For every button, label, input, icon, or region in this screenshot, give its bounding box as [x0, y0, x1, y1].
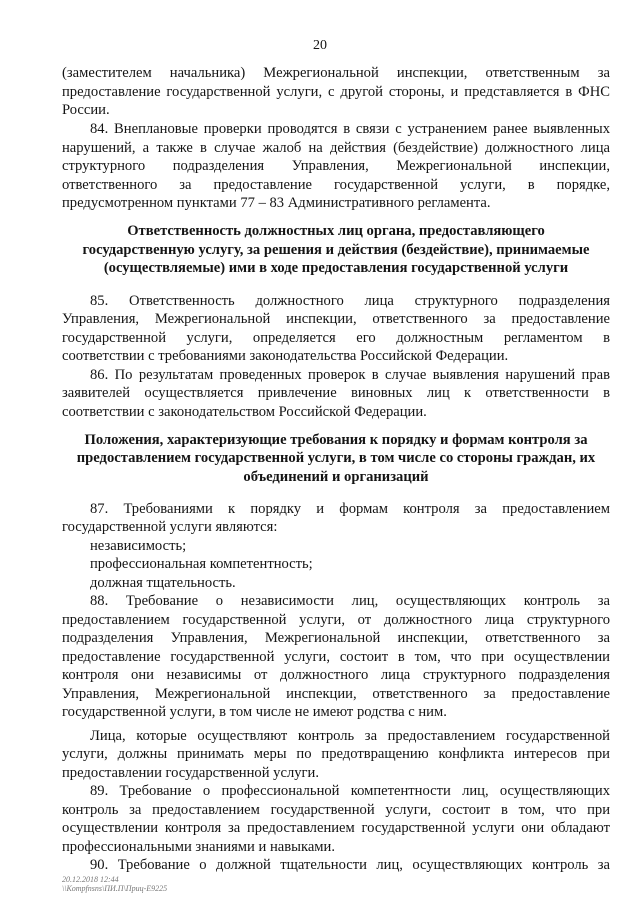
- section-heading-line: Положения, характеризующие требования к порядку и формам контроля за: [84, 432, 588, 448]
- paragraph-85-line: соответствии с требованиями законодательства Российской Федерации.: [62, 348, 509, 364]
- footer-path: \\Kompfnsns\ПИ.П\Приц-Е9225: [62, 884, 168, 893]
- paragraph-88b-line: Лица, которые осуществляют контроль за предоставлением государственной: [90, 728, 610, 744]
- paragraph-85-line: государственной услуги, определяется его должностным регламентом в: [62, 330, 610, 346]
- footer-date: 20.12.2018 12:44: [62, 875, 119, 884]
- paragraph-85-line: 85. Ответственность должностного лица структурного подразделения: [90, 293, 610, 309]
- paragraph-87-line: государственной услуги являются:: [62, 519, 278, 535]
- text-line: России.: [62, 102, 110, 118]
- paragraph-86-line: 86. По результатам проведенных проверок в случае выявления нарушений прав: [90, 367, 610, 383]
- paragraph-88b-line: услуги, должны принимать меры по предотвращению конфликта интересов при: [62, 746, 610, 762]
- list-item: должная тщательность.: [90, 575, 236, 591]
- page-number: 20: [313, 38, 327, 53]
- section-heading-line: предоставлением государственной услуги, в том числе со стороны граждан, их: [76, 450, 596, 466]
- paragraph-87-line: 87. Требованиями к порядку и формам контроля за предоставлением: [90, 501, 610, 517]
- paragraph-84-line: нарушений, а также в случае жалоб на действия (бездействие) должностного лица: [62, 140, 610, 156]
- paragraph-88-line: подразделения Управления, Межрегиональной инспекции, ответственного за: [62, 630, 610, 646]
- paragraph-88-line: предоставление государственной услуги, состоит в том, что при осуществлении: [62, 649, 610, 665]
- section-heading-line: Ответственность должностных лиц органа, предоставляющего: [127, 223, 545, 239]
- paragraph-90-line: 90. Требование о должной тщательности лиц, осуществляющих контроль за: [90, 857, 610, 873]
- paragraph-84-line: 84. Внеплановые проверки проводятся в связи с устранением ранее выявленных: [90, 121, 610, 137]
- paragraph-89-line: 89. Требование о профессиональной компетентности лиц, осуществляющих: [90, 783, 610, 799]
- paragraph-89-line: контроль за предоставлением государственной услуги, состоит в том, что при: [62, 802, 610, 818]
- paragraph-88-line: государственной услуги, в том числе не имеют родства с ним.: [62, 704, 447, 720]
- paragraph-88-line: 88. Требование о независимости лиц, осуществляющих контроль за: [90, 593, 610, 609]
- section-heading-line: объединений и организаций: [243, 469, 429, 485]
- list-item: профессиональная компетентность;: [90, 556, 313, 572]
- paragraph-85-line: Управления, Межрегиональной инспекции, ответственного за предоставление: [62, 311, 610, 327]
- section-heading-line: (осуществляемые) ими в ходе предоставления государственной услуги: [103, 260, 569, 276]
- text-line: предоставление государственной услуги, с другой стороны, и представляется в ФНС: [62, 84, 610, 100]
- text-line: (заместителем начальника) Межрегиональной инспекции, ответственным за: [62, 65, 610, 81]
- paragraph-86-line: соответствии с законодательством Российской Федерации.: [62, 404, 427, 420]
- paragraph-89-line: осуществлении контроля за предоставлением государственной услуги они обладают: [62, 820, 610, 836]
- paragraph-88-line: предоставлением государственной услуги, от должностного лица структурного: [62, 612, 610, 628]
- paragraph-86-line: заявителей осуществляется привлечение виновных лиц к ответственности в: [62, 385, 610, 401]
- paragraph-88-line: контроля они независимы от должностного лица структурного подразделения: [62, 667, 610, 683]
- paragraph-88b-line: предоставлении государственной услуги.: [62, 765, 319, 781]
- paragraph-89-line: профессиональными знаниями и навыками.: [62, 839, 335, 855]
- paragraph-84-line: предусмотренном пунктами 77 – 83 Административного регламента.: [62, 195, 491, 211]
- paragraph-84-line: структурного подразделения Управления, Межрегиональной инспекции,: [62, 158, 610, 174]
- list-item: независимость;: [90, 538, 187, 554]
- paragraph-88-line: Управления, Межрегиональной инспекции, ответственного за предоставление: [62, 686, 610, 702]
- section-heading-line: государственную услугу, за решения и действия (бездействие), принимаемые: [82, 242, 590, 258]
- paragraph-84-line: ответственного за предоставление государственной услуги, в порядке,: [62, 177, 610, 193]
